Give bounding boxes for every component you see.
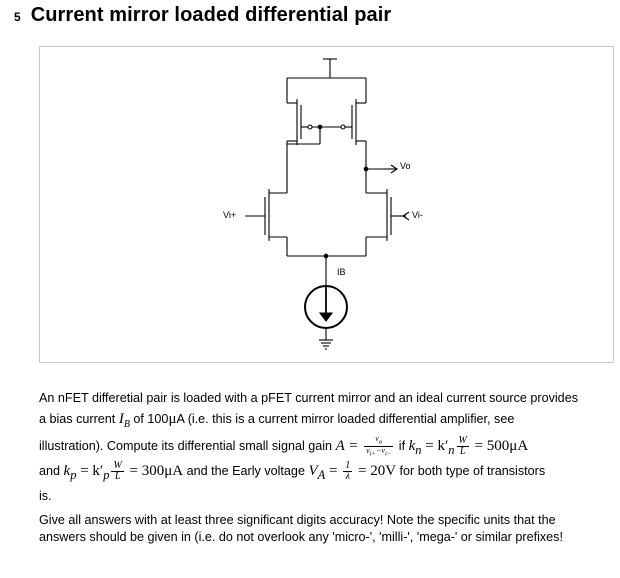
nfet-left [245,169,287,256]
instructions-line-2: answers should be given in (i.e. do not overlook any 'micro-', 'milli-', 'mega-' or similar prefixes! [39,530,563,544]
statement-text: a bias current [39,412,119,426]
current-source [305,286,347,328]
vin-plus-label: Vi+ [223,210,237,220]
nfet-right [366,169,409,256]
kn-equation: $k_n = k'_n$ $\frac{W}{L}$ = 500μA [408,435,529,458]
question-number: 5 [14,10,21,24]
bias-current-symbol: $I_B$ [118,411,130,430]
pfet-left [287,78,312,169]
statement-line-5: is. [39,489,52,504]
tail-node [287,254,366,285]
ground-icon [319,328,333,349]
pfet-right [341,78,366,169]
kp-equation: $k_p = k'_p$ $\frac{W}{L}$ = 300μA [63,460,184,483]
question-header [14,4,391,34]
vdd-terminal [323,59,337,78]
output-node [364,165,397,173]
vo-label: Vo [400,161,411,171]
question-title: Current mirror loaded differential pair [30,4,392,26]
statement-text: A (i.e. this is a current mirror loaded differential amplifier, see [176,412,515,426]
vin-minus-label: Vi- [412,210,423,220]
statement-text: of 100 [129,412,169,426]
statement-text: illustration). Compute its differential small signal gain [39,439,336,454]
instructions-line-1: Give all answers with at least three significant digits accuracy! Note the specific units that the [39,513,556,527]
statement-text: if [395,439,409,454]
early-voltage-equation: $V_A$ = $\frac{1}{\lambda}$ = 20V [308,460,397,483]
statement-text: and [39,464,64,479]
statement-line-1: An nFET differetial pair is loaded with a pFET current mirror and an ideal current source provides [39,391,578,405]
ib-label: IB [337,267,346,277]
problem-statement [39,388,599,507]
mu-symbol: μ [168,411,177,427]
statement-text: and the Early voltage [183,464,309,479]
gain-equation: A = $\frac{v_o}{v_{i+}-v_{i-}}$ [335,434,392,458]
gain-fraction: $\frac{v_o}{v_{i+}-v_{i-}}$ [366,434,392,458]
instructions [39,512,599,546]
circuit-figure [39,46,614,363]
circuit-schematic [40,47,615,364]
statement-text: for both type of transistors [396,464,546,479]
